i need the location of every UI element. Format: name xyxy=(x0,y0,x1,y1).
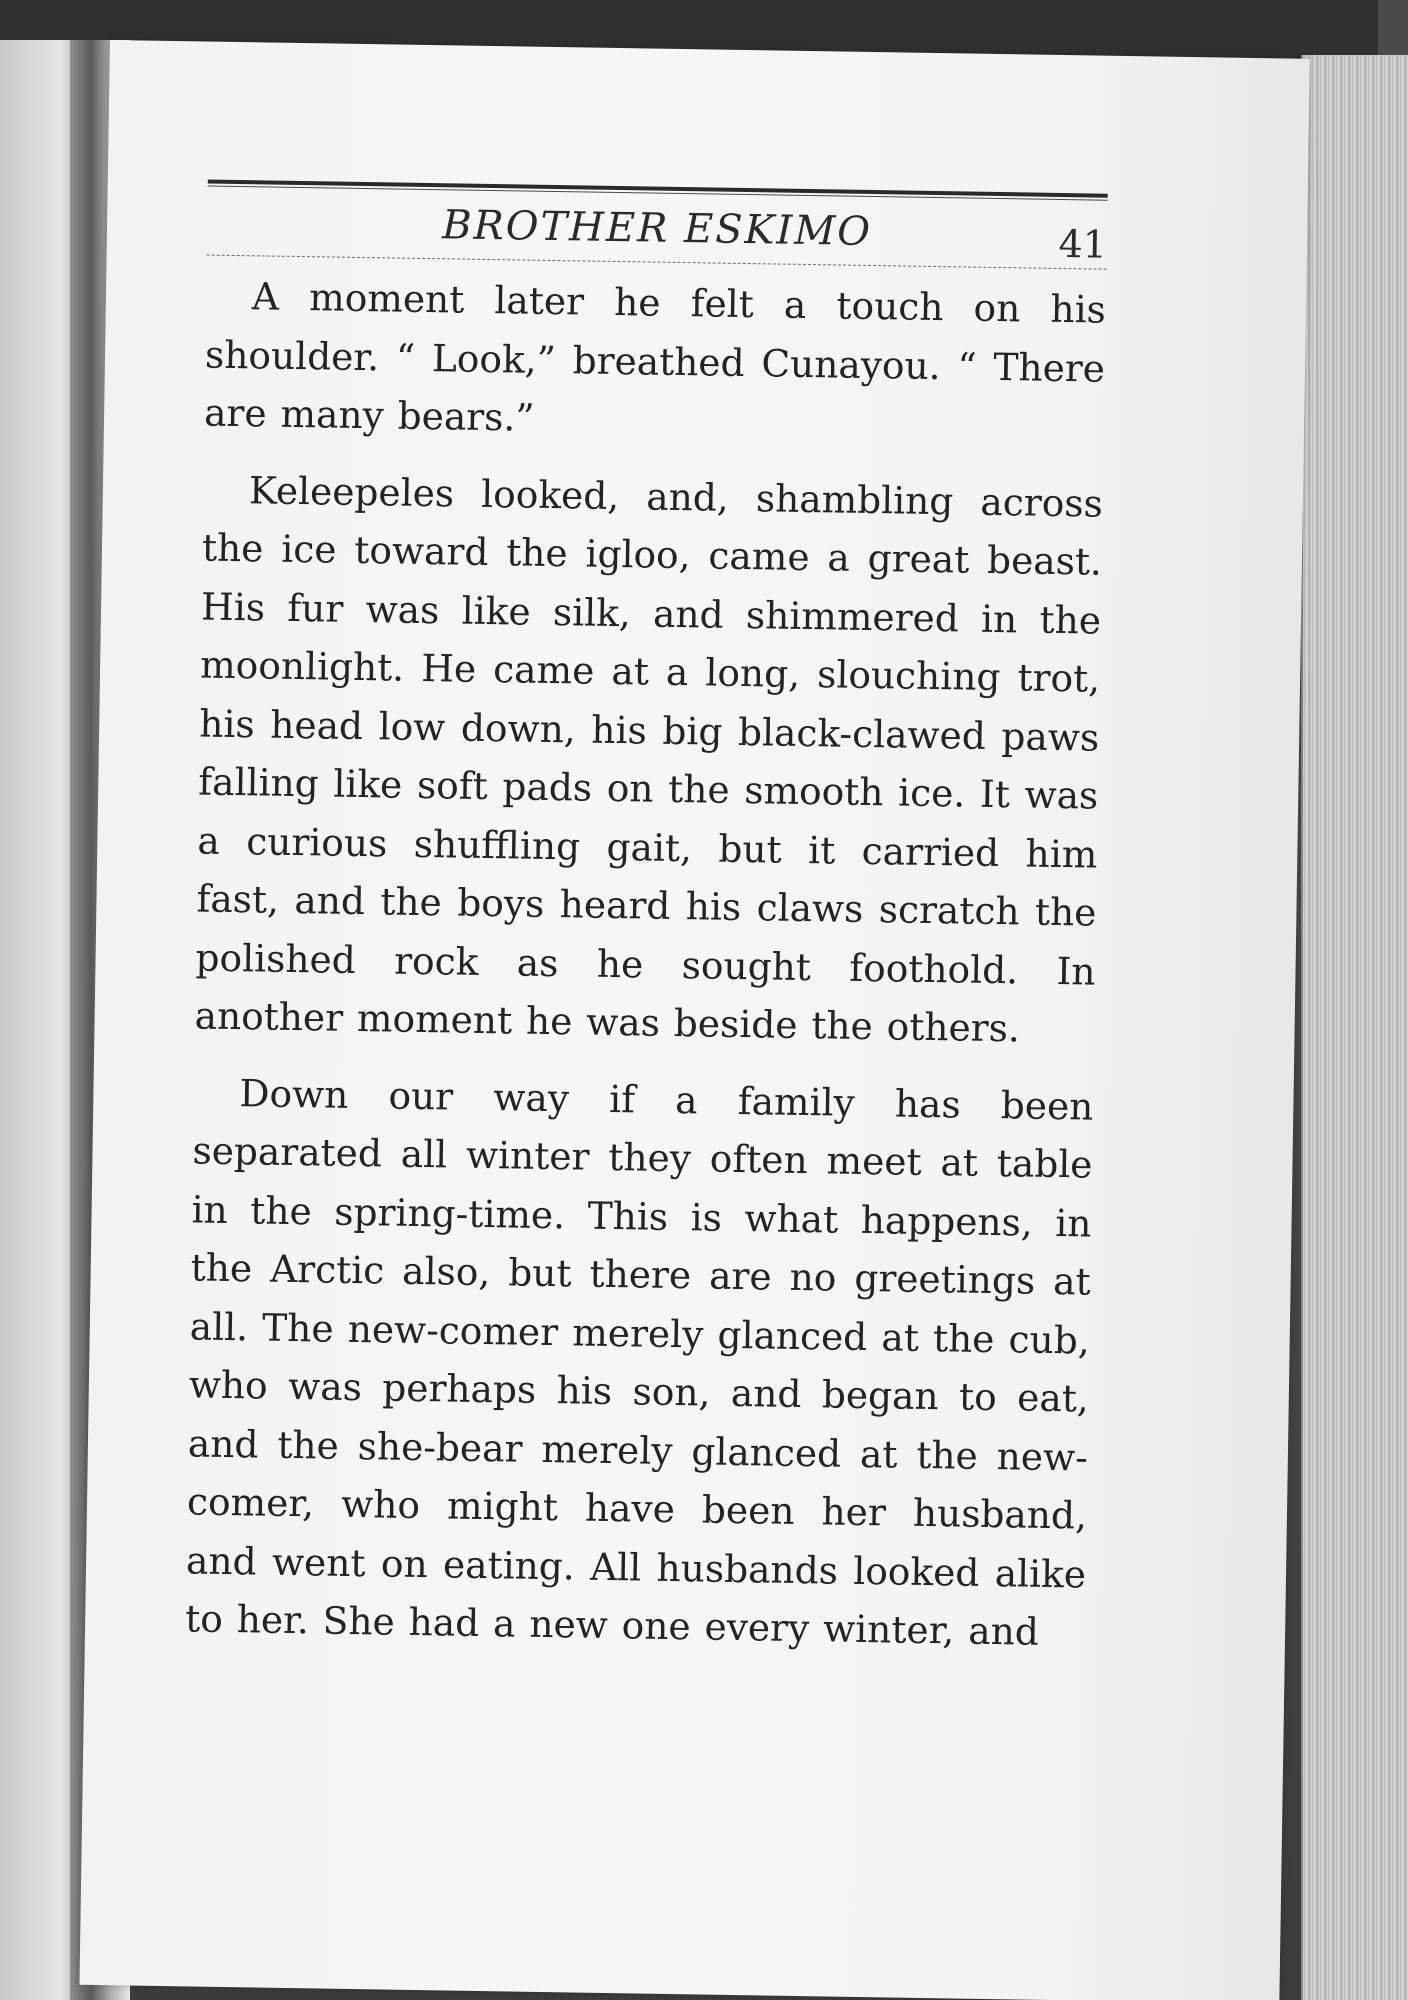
page-number: 41 xyxy=(1058,221,1108,267)
page-content xyxy=(184,180,1107,1680)
page-fore-edge xyxy=(1301,55,1408,2000)
paragraph-2: Keleepeles looked, and, shambling across the ice toward the igloo, came a great beast. His fur was like silk, and shimmered in the moonlight. He came at a long, slouching trot, his head low down, his big black-clawed paws falling like soft pads on the smooth ice. It was a curious shuffling gait, but it carried him fast, and the boys heard his claws scratch the polished rock as he sought foothold. In another moment he was beside the others. xyxy=(194,467,1104,1051)
body-text xyxy=(185,267,1107,1662)
paragraph-3: Down our way if a family has been separated all winter they often meet at table in the spring-time. This is what happens, in the Arctic also, but there are no greetings at all. The new-comer merely glanced at the cub, who was perhaps his son, and began to eat, and the she-bear merely glanced at the new-comer, who might have been her husband, and went on eating. All husbands looked alike to her. She had a new one every winter, and xyxy=(184,1070,1094,1654)
paragraph-1: A moment later he felt a touch on his shoulder. “ Look,” breathed Cunayou. “ There are many bears.” xyxy=(203,274,1107,440)
book-page xyxy=(79,40,1309,2000)
running-title: BROTHER ESKIMO xyxy=(441,202,873,255)
